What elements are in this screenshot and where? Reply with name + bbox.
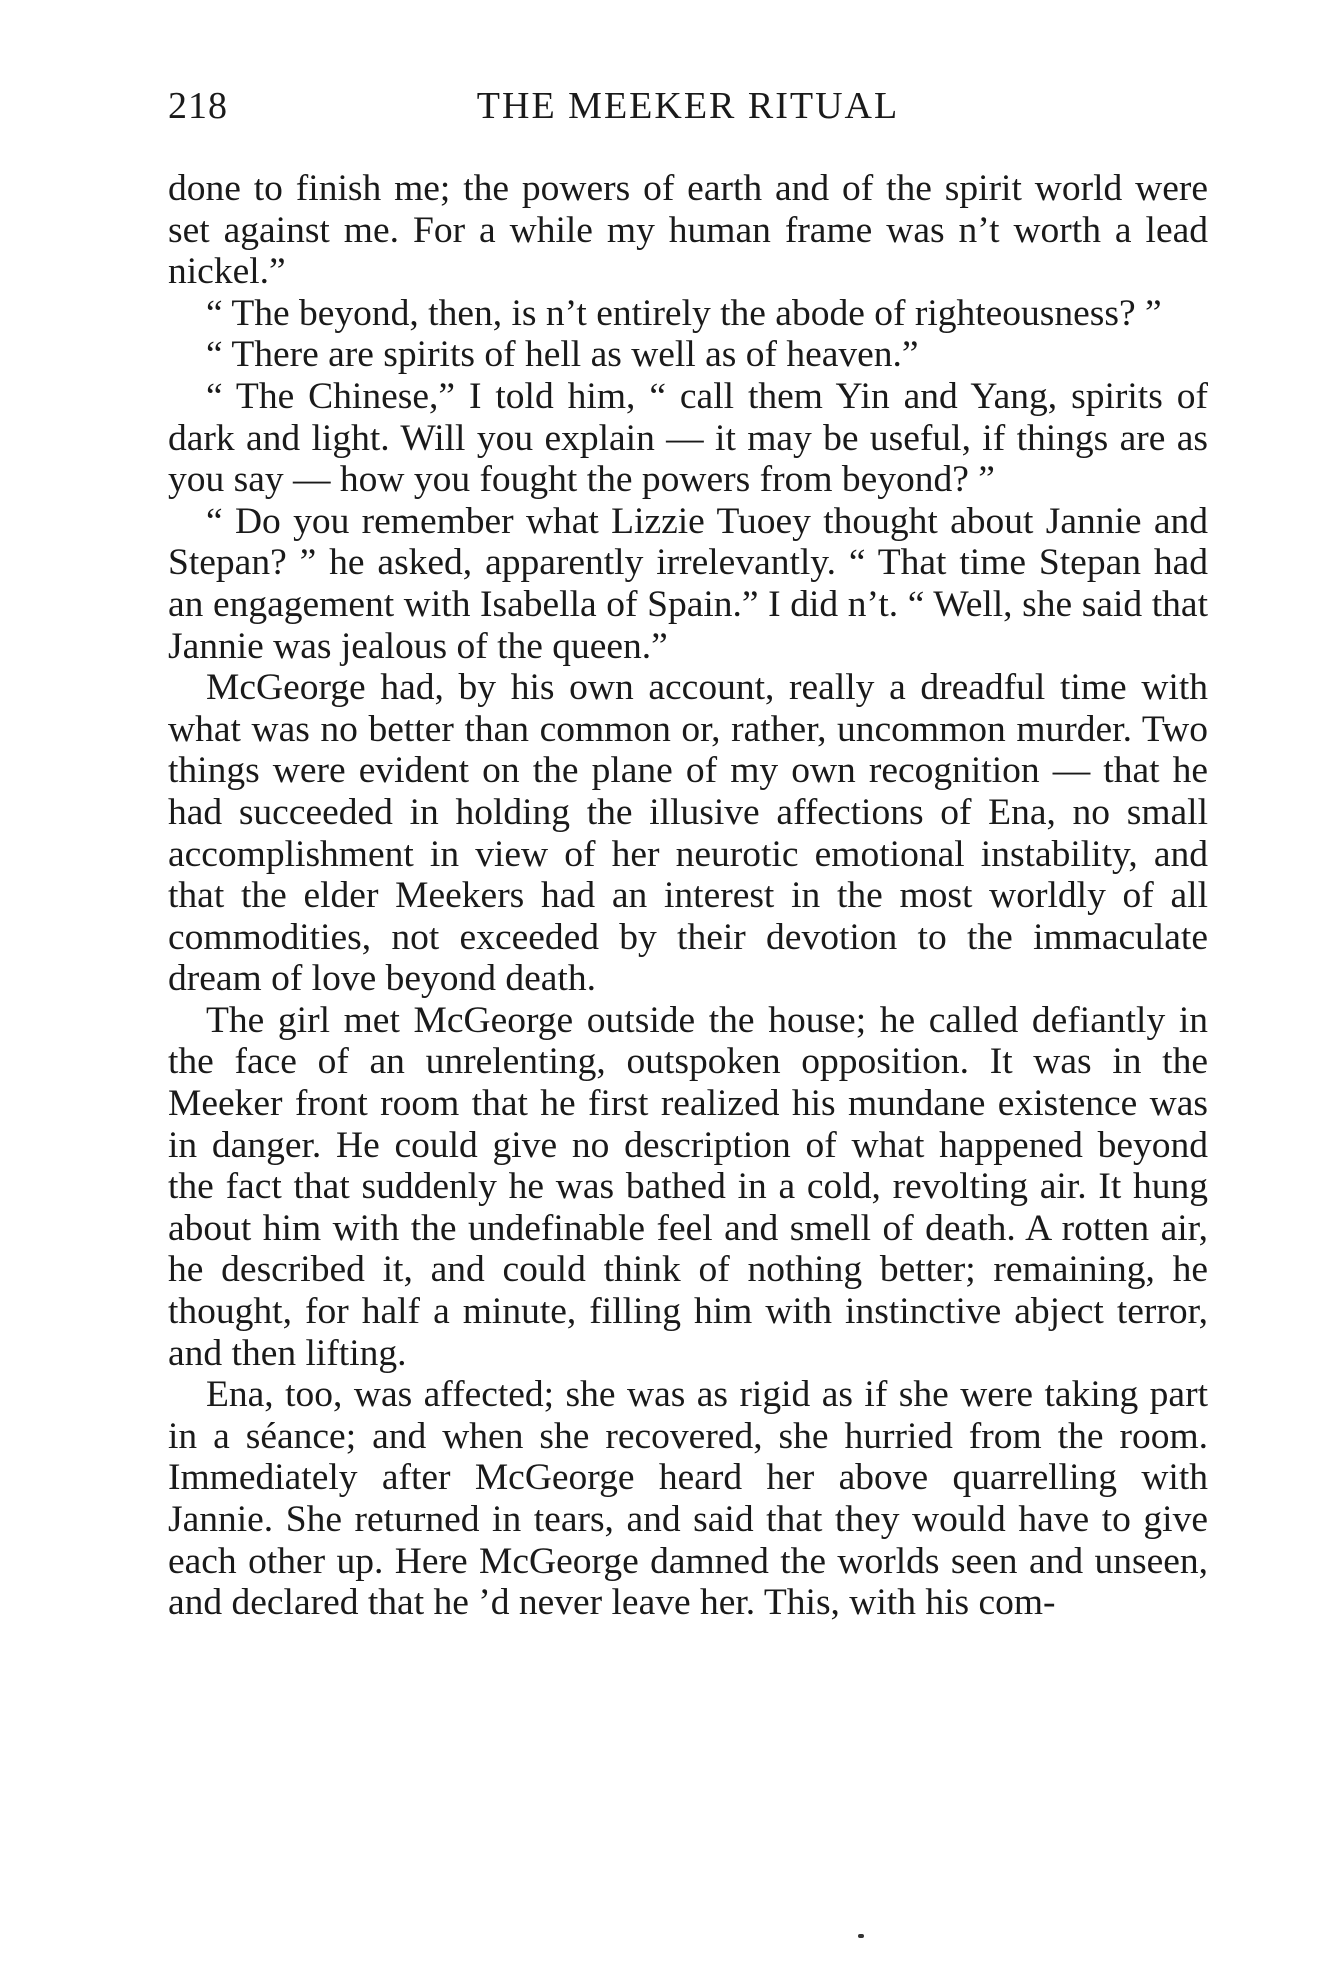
paragraph: “ The Chinese,” I told him, “ call them Yin and Yang, spirits of dark and light. Will you explain — it may be useful, if things are as you say — how you fought the powers from beyond? ” [168,375,1208,501]
paragraph: McGeorge had, by his own account, really a dreadful time with what was no better than common or, rather, uncommon murder. Two things were evident on the plane of my own recognition — that he had succeeded in holding the illusive affections of Ena, no small accomplishment in view of her neurotic emotional instability, and that the elder Meekers had an interest in the most worldly of all commodities, not exceeded by their devotion to the immaculate dream of love beyond death. [168,667,1208,1000]
printer-mark [858,1934,864,1938]
paragraph: “ The beyond, then, is n’t entirely the abode of righteousness? ” [206,292,1162,334]
page-number: 218 [168,85,228,127]
page-header [168,84,1208,144]
body-text [168,168,1208,1624]
paragraph: “ There are spirits of hell as well as of heaven.” [206,334,919,376]
paragraph: The girl met McGeorge outside the house; he called defiantly in the face of an unrelenting, outspoken opposition. It was in the Meeker front room that he first realized his mundane existence was in danger. He could give no description of what happened beyond the fact that suddenly he was bathed in a cold, revolting air. It hung about him with the undefinable feel and smell of death. A rotten air, he described it, and could think of nothing better; remaining, he thought, for half a minute, filling him with instinctive abject terror, and then lifting. [168,999,1208,1374]
paragraph: done to finish me; the powers of earth and of the spirit world were set against me. For a while my human frame was n’t worth a lead nickel.” [168,168,1208,293]
paragraph: Ena, too, was affected; she was as rigid as if she were taking part in a séance; and when she recovered, she hurried from the room. Immediately after McGeorge heard her above quarrelling with Jannie. She returned in tears, and said that they would have to give each other up. Here McGeorge damned the worlds seen and unseen, and declared that he ’d never leave her. This, with his com- [168,1374,1208,1624]
running-title: THE MEEKER RITUAL [476,85,900,127]
paragraph: “ Do you remember what Lizzie Tuoey thought about Jannie and Stepan? ” he asked, apparently irrelevantly. “ That time Stepan had an engagement with Isabella of Spain.” I did n’t. “ Well, she said that Jannie was jealous of the queen.” [168,500,1208,667]
